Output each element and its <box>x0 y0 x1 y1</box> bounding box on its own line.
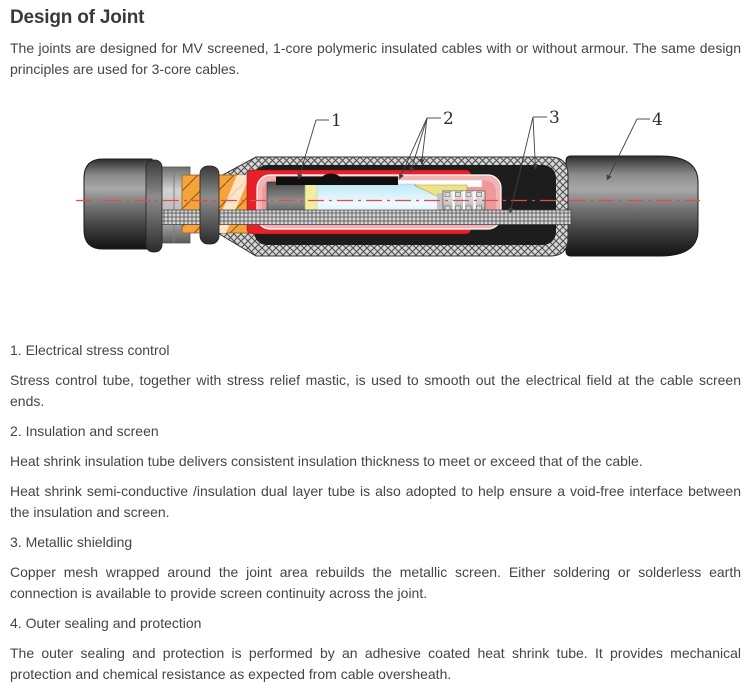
section-electrical-stress-control <box>10 340 741 412</box>
callout-1-label: 1 <box>331 111 342 131</box>
numbered-explanations <box>10 340 741 685</box>
section-1-heading: 1. Electrical stress control <box>10 342 170 358</box>
section-2-paragraph-1: Heat shrink insulation tube delivers consistent insulation thickness to meet or exceed that of the cable. <box>10 453 643 469</box>
section-2-paragraph-2: Heat shrink semi-conductive /insulation dual layer tube is also adopted to help ensure a void-free interface between the insulation and screen. <box>10 483 741 520</box>
callout-2-label: 2 <box>443 109 454 129</box>
section-4-heading: 4. Outer sealing and protection <box>10 615 202 631</box>
clamp-ring-left <box>146 160 162 252</box>
page-title: Design of Joint <box>10 7 145 28</box>
joint-diagram <box>10 93 751 268</box>
section-3-heading: 3. Metallic shielding <box>10 534 133 550</box>
mechanical-connector <box>443 191 485 212</box>
document-page <box>0 6 751 685</box>
section-outer-sealing-and-protection <box>10 613 741 685</box>
section-2-heading: 2. Insulation and screen <box>10 423 159 439</box>
right-cable-oversheath <box>566 156 698 256</box>
section-insulation-and-screen <box>10 421 741 523</box>
intro-paragraph: The joints are designed for MV screened, 1-core polymeric insulated cables with or without armour. The same design principles are used for 3-core cables. <box>10 40 741 77</box>
section-4-paragraph: The outer sealing and protection is performed by an adhesive coated heat shrink tube. It provides mechanical protection and chemical resistance as expected from cable oversheath. <box>10 645 741 682</box>
callout-4-label: 4 <box>652 110 663 130</box>
callout-3-label: 3 <box>549 108 560 128</box>
section-1-paragraph: Stress control tube, together with stress relief mastic, is used to smooth out the electrical field at the cable screen ends. <box>10 372 741 409</box>
section-3-paragraph: Copper mesh wrapped around the joint area rebuilds the metallic screen. Either soldering or solderless earth connection is available to provide screen continuity across the joint. <box>10 564 741 601</box>
section-metallic-shielding <box>10 532 741 604</box>
clamp-ring-right <box>200 166 219 244</box>
left-cable-oversheath <box>84 159 152 249</box>
